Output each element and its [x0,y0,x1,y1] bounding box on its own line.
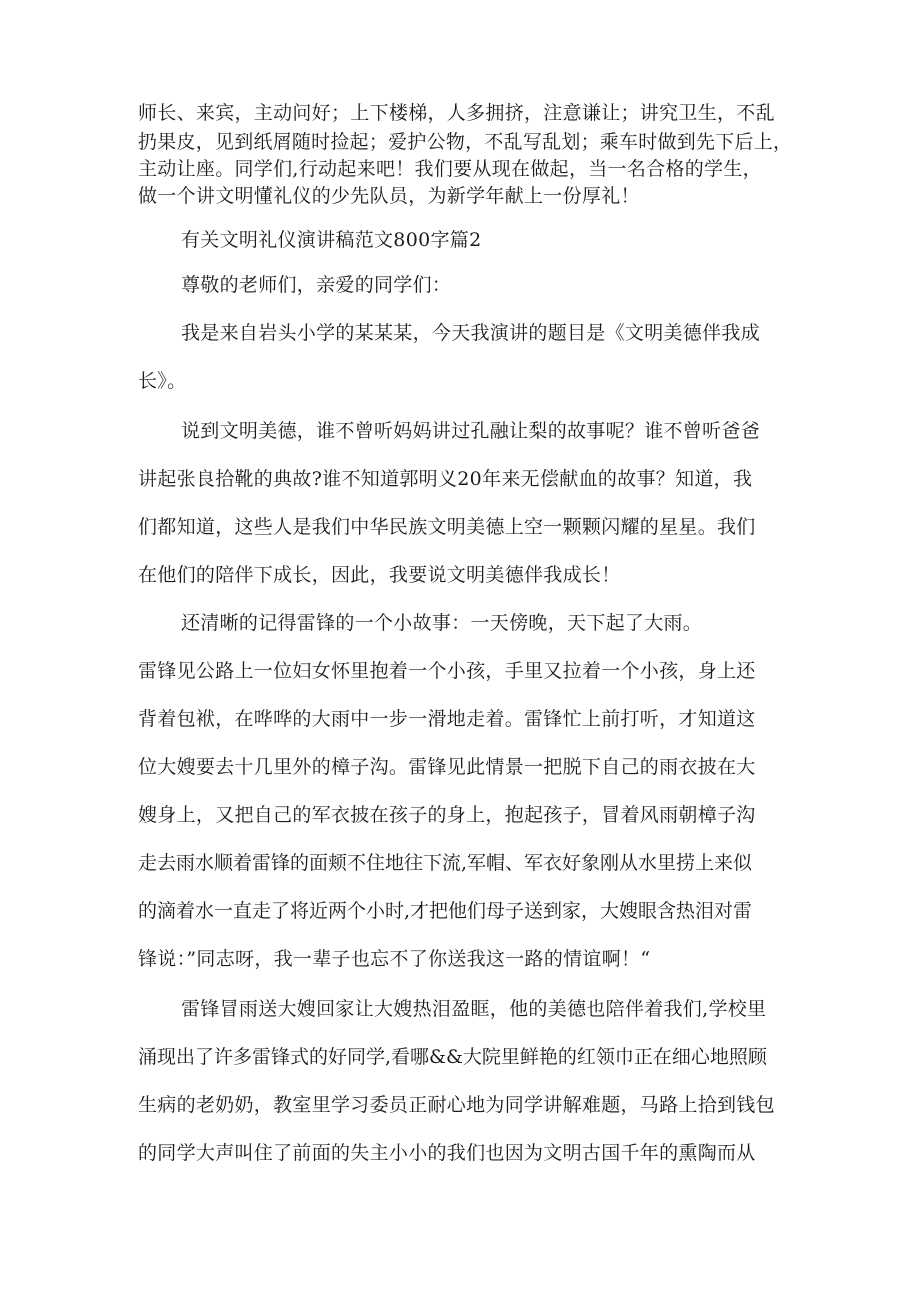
para4-line-4: 的同学大声叫住了前面的失主小小的我们也因为文明古国千年的熏陶而从 [138,1142,756,1164]
para2-line-4: 在他们的陪伴下成长，因此，我要说文明美德伴我成长！ [138,564,621,586]
intro-line-4: 做一个讲文明懂礼仪的少先队员，为新学年献上一份厚礼！ [138,185,640,207]
para4-line-1: 雷锋冒雨送大嫂回家让大嫂热泪盈眶，他的美德也陪伴着我们,学校里 [181,998,767,1020]
para1-line-1: 我是来自岩头小学的某某某，今天我演讲的题目是《文明美德伴我成 [181,322,761,344]
greeting: 尊敬的老师们，亲爱的同学们： [181,274,452,296]
intro-line-2: 扔果皮，见到纸屑随时捡起；爱护公物，不乱写乱划；乘车时做到先下后上， [138,131,793,153]
para2-line-2: 讲起张良拾靴的典故?谁不知道郭明义20年来无偿献血的故事？知道，我 [138,468,753,490]
section-title: 有关文明礼仪演讲稿范文800字篇2 [181,229,482,251]
para3-line-8: 锋说：”同志呀，我一辈子也忘不了你送我这一路的情谊啊！“ [138,948,651,970]
para3-line-4: 位大嫂要去十几里外的樟子沟。雷锋见此情景一把脱下自己的雨衣披在大 [138,756,756,778]
para2-line-1: 说到文明美德，谁不曾听妈妈讲过孔融让梨的故事呢？谁不曾听爸爸 [181,420,761,442]
intro-line-3: 主动让座。同学们,行动起来吧！我们要从现在做起，当一名合格的学生， [138,158,762,180]
para3-line-3: 背着包袱，在哗哗的大雨中一步一滑地走着。雷锋忙上前打听，才知道这 [138,708,756,730]
para4-line-2: 涌现出了许多雷锋式的好同学,看哪&&大院里鲜艳的红领巾正在细心地照顾 [138,1046,767,1068]
para3-line-2: 雷锋见公路上一位妇女怀里抱着一个小孩，手里又拉着一个小孩，身上还 [138,660,756,682]
para2-line-3: 们都知道，这些人是我们中华民族文明美德上空一颗颗闪耀的星星。我们 [138,516,756,538]
para3-line-5: 嫂身上，又把自己的军衣披在孩子的身上，抱起孩子，冒着风雨朝樟子沟 [138,804,756,826]
para4-line-3: 生病的老奶奶，教室里学习委员正耐心地为同学讲解难题，马路上拾到钱包 [138,1094,775,1116]
para3-line-7: 的滴着水一直走了将近两个小时,才把他们母子送到家，大嫂眼含热泪对雷 [138,900,753,922]
para1-line-2: 长》。 [138,370,187,392]
para3-line-6: 走去雨水顺着雷锋的面颊不住地往下流,军帽、军衣好象刚从水里捞上来似 [138,852,753,874]
intro-line-1: 师长、来宾，主动问好；上下楼梯，人多拥挤，注意谦让；讲究卫生，不乱 [138,102,775,124]
para3-line-1: 还清晰的记得雷锋的一个小故事：一天傍晚，天下起了大雨。 [181,612,703,634]
